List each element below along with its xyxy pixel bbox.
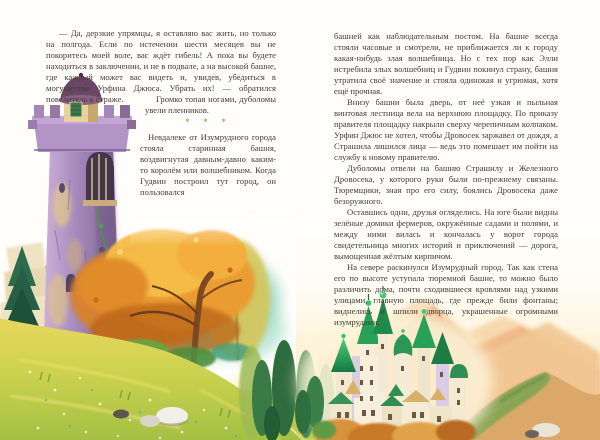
paragraph-prisoners: Дуболомы отвели на башню Страшилу и Железного Дровосека, у которого руки были по-прежнему связаны. Тюремщики, зная про его силу, боялись Дровосека даже безоружного. <box>334 163 558 206</box>
paragraph-staircase: Внизу башни была дверь, от неё узкая и пыльная винтовая лестница вела на верхнюю площадку. По приказу правителя площадку накрыли сверху черепичным колпаком. Урфин Джюс не хотел, чтобы Дровосек заржавел от дождя, а Страшила лишился лица — ведь это помешает им пойти на службу к новому правителю. <box>334 97 558 162</box>
paragraph-dialogue: — Да, дерзкие упрямцы, я оставляю вас жить, но только на полгода. Если по истечении шести месяцев вы не покоритесь моей воле, вас ждёт гибель! А пока вы будете находиться в заключении, и не в подвале, а на высокой башне, где каждый может вас видеть и, увидев, убедиться в могуществе Урфина Джюса. Убрать их! — обратился повелитель к страже. <box>46 28 276 104</box>
paragraph-guards: Громко топая ногами, дуболомы увели пленников. <box>145 94 276 115</box>
section-divider-stars: ✶ ✶ ✶ <box>184 116 232 125</box>
tower-window-slit <box>59 183 65 193</box>
paragraph-watchpost: башней как наблюдательным постом. На башне всегда стояли часовые и смотрели, не приближается ли к городу какая-нибудь злая волшебница. Но с тех пор как Элли истребила злых волшебниц и Гудвин покинул страну, башня утратила своё значение и стояла одинокая и угрюмая, хотя ещё прочная. <box>334 31 558 96</box>
paragraph-south-view: Оставшись одни, друзья огляделись. На юге были видны зелёные домики фермеров, окружённые садами и полями, и между ними вилась и кончалась у ворот города свидетельница многих историй и приключений — дорога, вымощенная жёлтым кирпичом. <box>334 207 558 261</box>
paragraph-tower-intro: Невдалеке от Изумрудного города стояла старинная башня, воздвигнутая давным-давно каким-то королём или волшебником. Когда Гудвин построил тут город, он пользовался <box>140 132 276 197</box>
paragraph-north-view: На севере раскинулся Изумрудный город. Так как стена его по высоте уступала тюремной башне, то можно было различить дома, почти сходившиеся кровлями над узкими улицами, главную площадь, где прежде били фонтаны; виднелись и шпили дворца, украшенные огромными изумрудами. <box>334 262 558 327</box>
left-page-narrow-column <box>140 132 276 198</box>
left-page-text-wrap-block <box>145 94 276 116</box>
right-page-text-column <box>334 31 558 328</box>
tower-prison-window <box>83 152 117 206</box>
